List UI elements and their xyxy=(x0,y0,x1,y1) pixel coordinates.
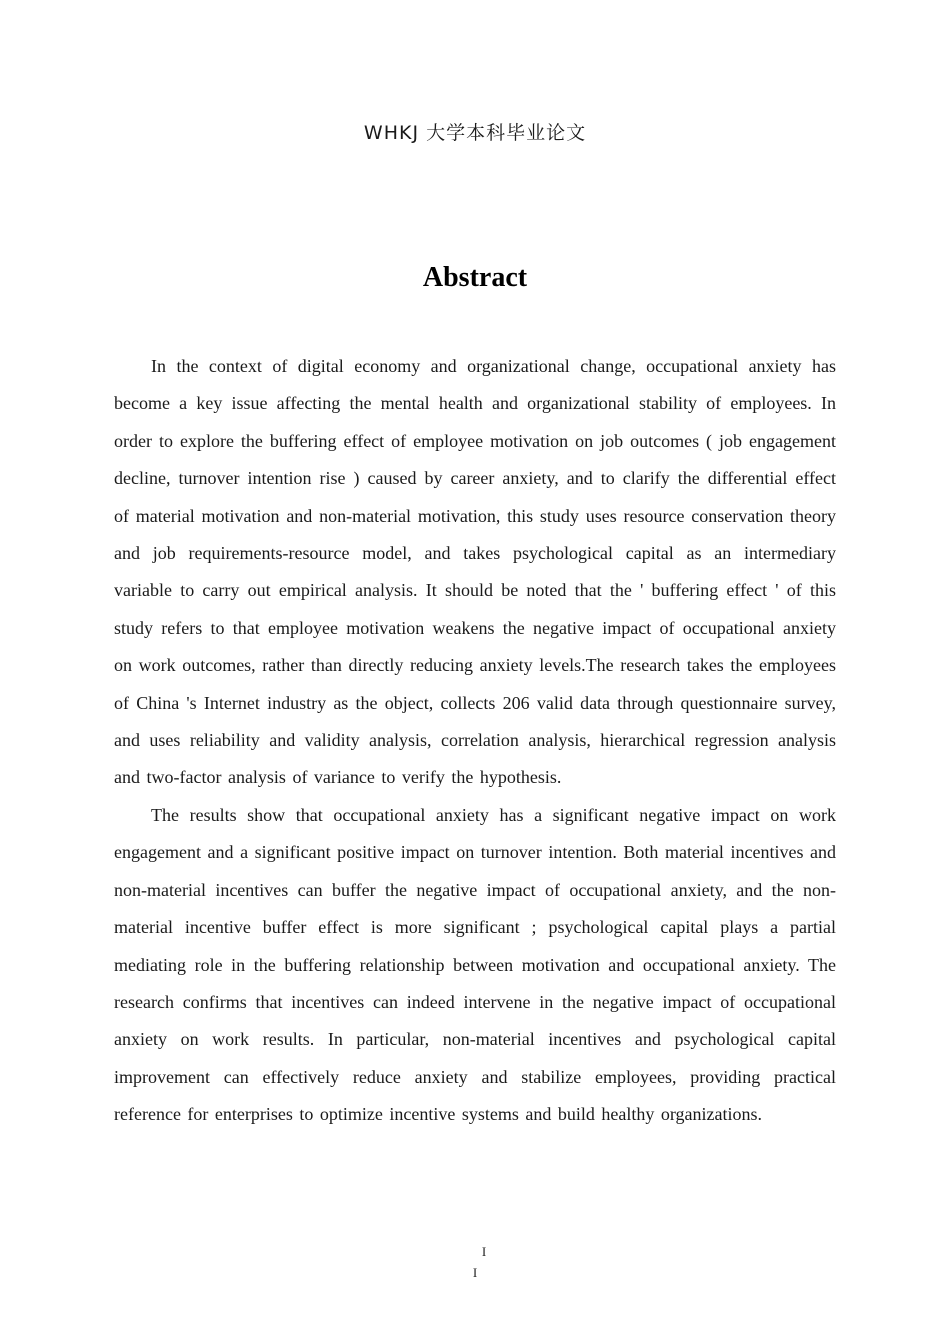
abstract-paragraph: In the context of digital economy and organizational change, occupational anxiety has become a key issue affecting the mental health and organizational stability of employees. In order to explore the buffering effect of employee motivation on job outcomes ( job engagement decline, turnover intention rise ) caused by career anxiety, and to clarify the differential effect of material motivation and non-material motivation, this study uses resource conservation theory and job requirements-resource model, and takes psychological capital as an intermediary variable to carry out empirical analysis. It should be noted that the ' buffering effect ' of this study refers to that employee motivation weakens the negative impact of occupational anxiety on work outcomes, rather than directly reducing anxiety levels.The research takes the employees of China 's Internet industry as the object, collects 206 valid data through questionnaire survey, and uses reliability and validity analysis, correlation analysis, hierarchical regression analysis and two-factor analysis of variance to verify the hypothesis. xyxy=(114,356,836,788)
page-number: I xyxy=(472,1265,478,1280)
abstract-paragraph: The results show that occupational anxiety has a significant negative impact on work engagement and a significant positive impact on turnover intention. Both material incentives and non-material incentives can buffer the negative impact of occupational anxiety, and the non-material incentive buffer effect is more significant ; psychological capital plays a partial mediating role in the buffering relationship between motivation and occupational anxiety. The research confirms that incentives can indeed intervene in the negative impact of occupational anxiety on work results. In particular, non-material incentives and psychological capital improvement can effectively reduce anxiety and stabilize employees, providing practical reference for enterprises to optimize incentive systems and build healthy organizations. xyxy=(114,804,836,1125)
running-header: WHKJ 大学本科毕业论文 xyxy=(363,122,587,144)
abstract-body xyxy=(114,348,836,1134)
abstract-title: Abstract xyxy=(422,262,528,293)
page-number: I xyxy=(481,1244,487,1259)
